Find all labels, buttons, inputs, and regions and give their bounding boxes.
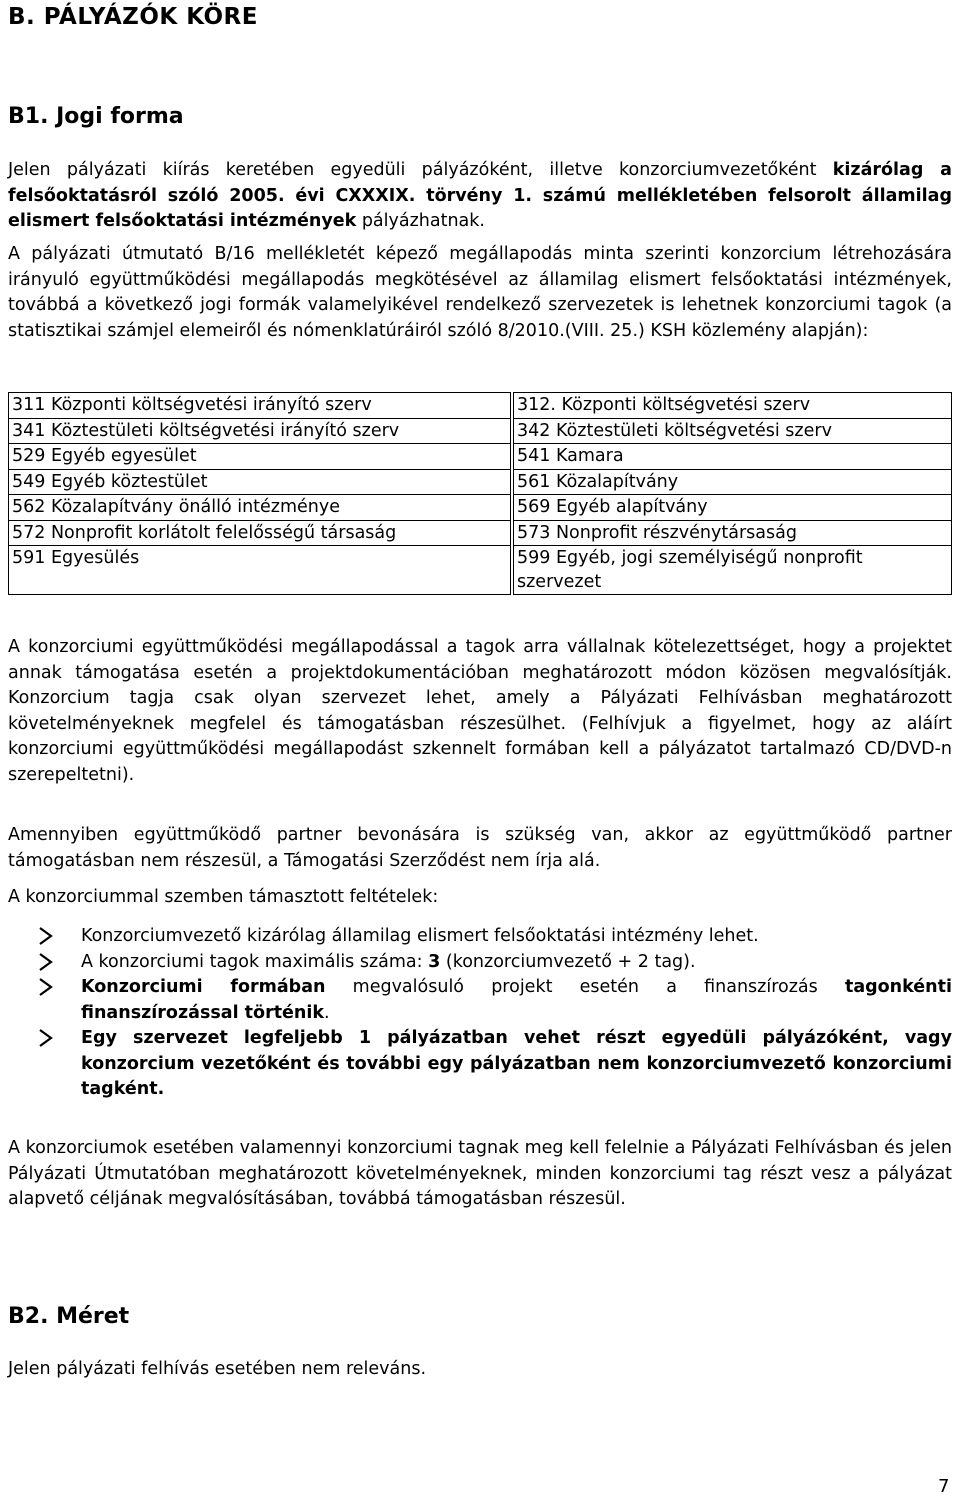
condition-4-text: Egy szervezet legfeljebb 1 pályázatban vehet részt egyedüli pályázóként, vagy konzorcium vezetőként és további egy pályázatban nem konzorciumvezető konzorciumi tagként. [81, 1028, 952, 1099]
legal-form-codes-table [8, 392, 952, 595]
intro-text-bold: kizárólag a felsőoktatásról szóló 2005. évi CXXXIX. törvény 1. számú mellékletében felsorolt államilag elismert felsőoktatási intézmények [8, 160, 952, 231]
condition-2-suffix: (konzorciumvezető + 2 tag). [440, 951, 696, 972]
arrow-bullet-icon [38, 926, 54, 946]
legal-form-right-cell: 312. Központi költségvetési szerv [514, 393, 952, 419]
condition-3-bold-2: tagonkénti finanszírozással történik [81, 977, 952, 1023]
condition-item [8, 950, 952, 976]
legal-form-left-cell: 549 Egyéb köztestület [9, 469, 511, 495]
legal-form-right-cell: 599 Egyéb, jogi személyiségű nonprofit szervezet [514, 546, 952, 595]
b2-heading: B2. Méret [8, 1304, 130, 1329]
arrow-bullet-icon [38, 977, 54, 997]
section-title: B. PÁLYÁZÓK KÖRE [8, 4, 258, 30]
condition-2-text: A konzorciumi tagok maximális száma: [81, 951, 429, 972]
legal-form-right-cell: 573 Nonprofit részvénytársaság [514, 520, 952, 546]
legal-form-left-cell: 311 Központi költségvetési irányító szerv [9, 393, 511, 419]
legal-form-left-cell: 591 Egyesülés [9, 546, 511, 595]
condition-item [8, 975, 952, 1026]
table-row [9, 546, 952, 595]
consortium-agreement-paragraph: A konzorciumi együttműködési megállapodással a tagok arra vállalnak kötelezettséget, hogy a projektet annak támogatása esetén a projektdokumentációban meghatározott módon közösen megvalósítják. Konzorcium tagja csak olyan szervezet lehet, amely a Pályázati Felhívásban meghatározott követelményeknek megfelel és támogatásban részesülhet. (Felhívjuk a figyelmet, hogy az aláírt konzorciumi együttműködési megállapodást szkennelt formában kell a pályázatot tartalmazó CD/DVD-n szerepeltetni). [8, 637, 952, 785]
table-row [9, 495, 952, 521]
consortium-requirements-paragraph: A konzorciumok esetében valamennyi konzorciumi tagnak meg kell felelnie a Pályázati Felhívásban és jelen Pályázati Útmutatóban meghatározott követelményeknek, minden konzorciumi tag részt vesz a pályázat alapvető céljának megvalósításában, továbbá támogatásban részesül. [8, 1138, 952, 1209]
legal-form-right-cell: 342 Köztestületi költségvetési szerv [514, 418, 952, 444]
conditions-intro: A konzorciummal szemben támasztott feltételek: [8, 887, 439, 907]
b1-heading: B1. Jogi forma [8, 104, 184, 129]
b1-intro-paragraph [8, 158, 952, 235]
conditions-list [8, 924, 952, 1103]
intro-text-3: pályázhatnak. [356, 211, 485, 231]
condition-item [8, 924, 952, 950]
table-row [9, 469, 952, 495]
legal-form-right-cell: 569 Egyéb alapítvány [514, 495, 952, 521]
arrow-bullet-icon [38, 952, 54, 972]
condition-3-bold-1: Konzorciumi formában [81, 977, 326, 997]
condition-3-text: megvalósuló projekt esetén a finanszírozás [325, 977, 845, 997]
cooperating-partner-paragraph: Amennyiben együttműködő partner bevonására is szükség van, akkor az együttműködő partner támogatásban nem részesül, a Támogatási Szerződést nem írja alá. [8, 825, 952, 871]
table-row [9, 393, 952, 419]
table-row [9, 418, 952, 444]
arrow-bullet-icon [38, 1028, 54, 1048]
condition-3-suffix: . [324, 1002, 330, 1023]
table-row [9, 520, 952, 546]
b2-text: Jelen pályázati felhívás esetében nem releváns. [8, 1359, 427, 1379]
legal-form-left-cell: 529 Egyéb egyesület [9, 444, 511, 470]
b1-legal-forms-paragraph: A pályázati útmutató B/16 mellékletét képező megállapodás minta szerinti konzorcium létrehozására irányuló együttműködési megállapodás megkötésével az államilag elismert felsőoktatási intézmények, továbbá a következő jogi formák valamelyikével rendelkező szervezetek is lehetnek konzorciumi tagok (a statisztikai számjel elemeiről és nómenklatúráiról szóló 8/2010.(VIII. 25.) KSH közlemény alapján): [8, 244, 952, 341]
condition-item [8, 1026, 952, 1103]
page-number: 7 [938, 1476, 950, 1497]
condition-2-number: 3 [428, 951, 441, 972]
legal-form-left-cell: 562 Közalapítvány önálló intézménye [9, 495, 511, 521]
table-row [9, 444, 952, 470]
condition-1-text: Konzorciumvezető kizárólag államilag elismert felsőoktatási intézmény lehet. [81, 926, 759, 946]
legal-form-left-cell: 572 Nonprofit korlátolt felelősségű társaság [9, 520, 511, 546]
legal-form-left-cell: 341 Köztestületi költségvetési irányító szerv [9, 418, 511, 444]
legal-form-right-cell: 541 Kamara [514, 444, 952, 470]
intro-text-1: Jelen pályázati kiírás keretében egyedüli pályázóként, illetve konzorciumvezetőként [8, 160, 833, 180]
legal-form-right-cell: 561 Közalapítvány [514, 469, 952, 495]
